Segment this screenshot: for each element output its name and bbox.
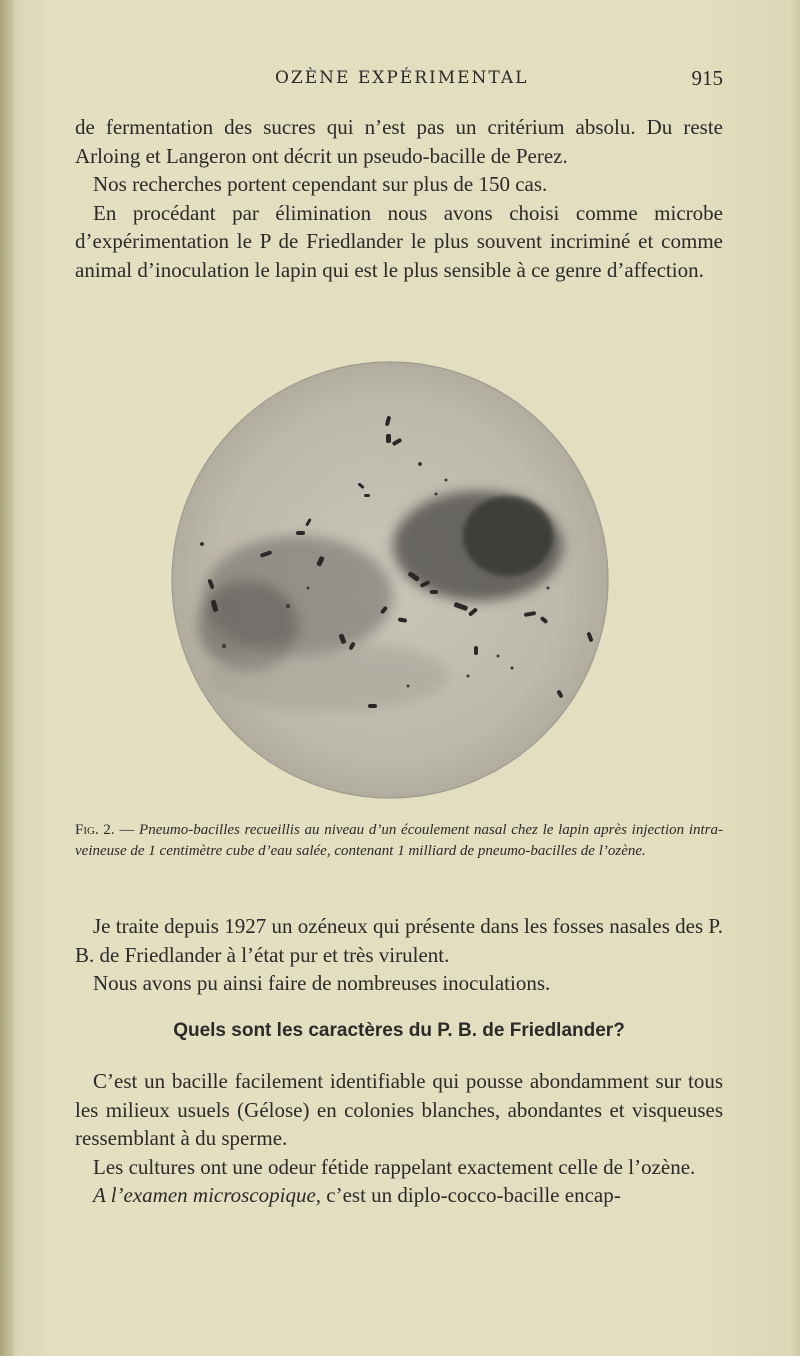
- figure-label: Fig. 2. —: [75, 822, 135, 838]
- micrograph-figure: [168, 356, 612, 804]
- paragraph: Nous avons pu ainsi faire de nombreuses inoculations.: [93, 971, 551, 995]
- page-number: 915: [691, 66, 723, 90]
- paragraph: Nos recherches portent cependant sur plus de 150 cas.: [93, 172, 548, 196]
- text-block-intro: [75, 113, 723, 284]
- paragraph: Les cultures ont une odeur fétide rappelant exactement celle de l’ozène.: [93, 1154, 696, 1179]
- text-block-patient: [75, 912, 723, 998]
- emphasis-text: A l’examen microscopique,: [93, 1183, 322, 1207]
- section-heading: Quels sont les caractères du P. B. de Friedlander?: [173, 1020, 625, 1041]
- text-block-characteristics: [75, 1067, 723, 1210]
- book-spine-shadow: [0, 0, 14, 1356]
- paragraph: En procédant par élimination nous avons choisi comme microbe d’expérimentation le P de Friedlander le plus souvent incriminé et comme animal d’inoculation le lapin qui est le plus sensible à ce genre d’affection.: [75, 200, 723, 282]
- paragraph: Je traite depuis 1927 un ozéneux qui présente dans les fosses nasales des P. B. de Friedlander à l’état pur et très virulent.: [75, 914, 723, 967]
- figure-caption-text: Pneumo-bacilles recueillis au niveau d’un écoulement nasal chez le lapin après injection intra-veineuse de 1 centimètre cube d’eau salée, contenant 1 milliard de pneumo-bacilles de l’ozène.: [75, 822, 724, 859]
- paragraph: C’est un bacille facilement identifiable qui pousse abondamment sur tous les milieux usuels (Gélose) en colonies blanches, abondantes et visqueuses ressemblant à du sperme.: [75, 1069, 723, 1150]
- paragraph-last: [75, 1181, 723, 1210]
- running-title: OZÈNE EXPÉRIMENTAL: [275, 68, 529, 88]
- figure-caption: [75, 820, 723, 861]
- paragraph: de fermentation des sucres qui n’est pas un critérium absolu. Du reste Arloing et Langeron ont décrit un pseudo-bacille de Perez.: [75, 115, 723, 168]
- running-header: [75, 66, 723, 96]
- paragraph-continuation: c’est un diplo-cocco-bacille encap-: [321, 1183, 621, 1207]
